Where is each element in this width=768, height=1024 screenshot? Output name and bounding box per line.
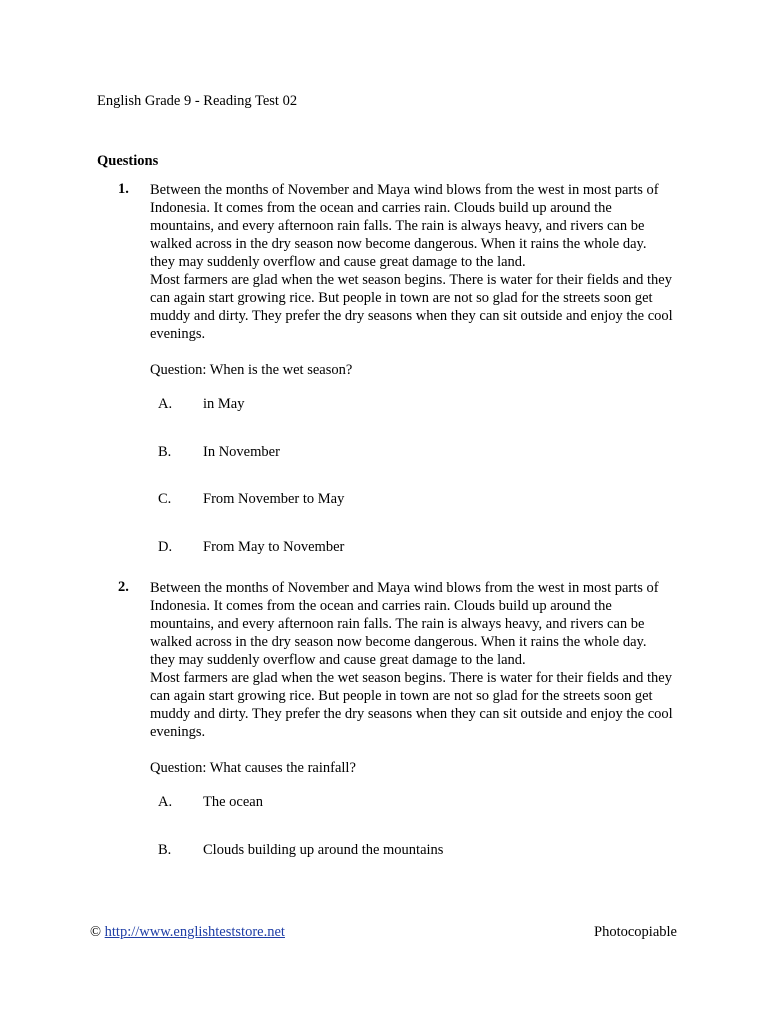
- choice-text: From May to November: [203, 538, 345, 555]
- answer-choice: [150, 793, 675, 841]
- choice-letter: A.: [158, 396, 173, 412]
- question-prompt: Question: What causes the rainfall?: [150, 760, 356, 776]
- choice-letter: B.: [158, 841, 172, 858]
- question-number: 2.: [118, 579, 129, 595]
- answer-choice: [150, 490, 675, 538]
- choice-text: The ocean: [203, 794, 263, 810]
- answer-choices: [150, 793, 675, 888]
- choice-letter: C.: [158, 491, 172, 507]
- footer-note: Photocopiable: [594, 924, 677, 940]
- passage-paragraph: Most farmers are glad when the wet season begins. There is water for their fields and they can again start growing rice. But people in town are not so glad for the streets soon get muddy and dirty. They prefer the dry seasons when they can sit outside and enjoy the cool evenings.: [150, 670, 673, 740]
- choice-text: From November to May: [203, 491, 345, 507]
- page-title: English Grade 9 - Reading Test 02: [97, 93, 298, 109]
- question-body: [150, 579, 675, 888]
- question-prompt: Question: When is the wet season?: [150, 362, 353, 378]
- choice-text: Clouds building up around the mountains: [203, 841, 444, 858]
- choice-letter: B.: [158, 443, 172, 460]
- section-heading: Questions: [97, 153, 159, 169]
- question-number: 1.: [118, 181, 129, 197]
- answer-choice: [150, 841, 675, 889]
- passage-paragraph: Between the months of November and Maya wind blows from the west in most parts of Indonesia. It comes from the ocean and carries rain. Clouds build up around the mountains, and every afternoon rain falls. The rain is always heavy, and rivers can be walked across in the dry season now become dangerous. When it rains the whole day. they may suddenly overflow and cause great damage to the land.: [150, 182, 659, 270]
- answer-choice: [150, 443, 675, 491]
- question-body: [150, 181, 675, 585]
- choice-letter: A.: [158, 794, 173, 810]
- choice-text: In November: [203, 443, 280, 460]
- source-link[interactable]: http://www.englishteststore.net: [104, 924, 285, 940]
- passage-paragraph: Most farmers are glad when the wet season begins. There is water for their fields and they can again start growing rice. But people in town are not so glad for the streets soon get muddy and dirty. They prefer the dry seasons when they can sit outside and enjoy the cool evenings.: [150, 272, 673, 342]
- footer-source: [90, 924, 285, 941]
- choice-text: in May: [203, 396, 245, 412]
- answer-choice: [150, 538, 675, 586]
- answer-choices: [150, 395, 675, 585]
- passage-paragraph: Between the months of November and Maya wind blows from the west in most parts of Indonesia. It comes from the ocean and carries rain. Clouds build up around the mountains, and every afternoon rain falls. The rain is always heavy, and rivers can be walked across in the dry season now become dangerous. When it rains the whole day. they may suddenly overflow and cause great damage to the land.: [150, 580, 659, 668]
- copyright-symbol: ©: [90, 924, 102, 940]
- answer-choice: [150, 395, 675, 443]
- choice-letter: D.: [158, 538, 173, 555]
